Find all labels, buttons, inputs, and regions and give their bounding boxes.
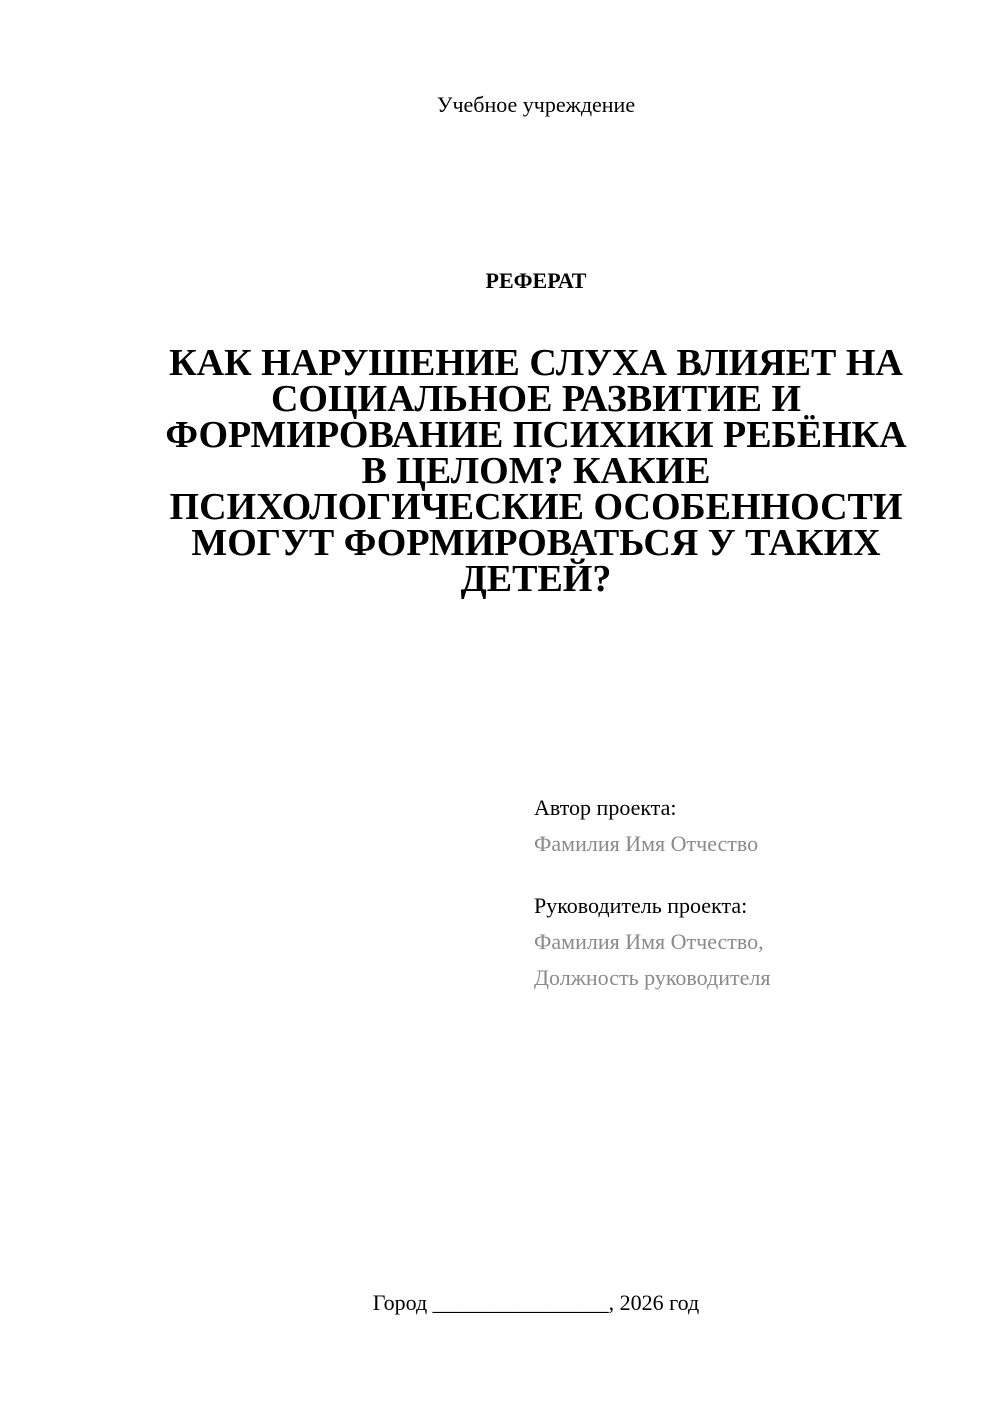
supervisor-name: Фамилия Имя Отчество, — [534, 929, 764, 954]
document-type-label: РЕФЕРАТ — [485, 268, 587, 293]
supervisor-position: Должность руководителя — [534, 965, 771, 990]
author-label: Автор проекта: — [534, 795, 677, 820]
institution-name: Учебное учреждение — [436, 92, 636, 117]
title-line: ПСИХОЛОГИЧЕСКИЕ ОСОБЕННОСТИ — [169, 486, 903, 528]
author-name: Фамилия Имя Отчество — [534, 831, 759, 856]
title-line: ФОРМИРОВАНИЕ ПСИХИКИ РЕБЁНКА — [165, 414, 907, 456]
title-line: МОГУТ ФОРМИРОВАТЬСЯ У ТАКИХ — [191, 522, 881, 564]
document-title — [150, 342, 922, 600]
title-line: ДЕТЕЙ? — [460, 558, 612, 600]
authors-spacer — [534, 862, 974, 888]
title-line: СОЦИАЛЬНОЕ РАЗВИТИЕ И — [270, 378, 802, 420]
title-line: КАК НАРУШЕНИЕ СЛУХА ВЛИЯЕТ НА — [169, 342, 903, 384]
supervisor-label: Руководитель проекта: — [534, 893, 748, 918]
city-year-line: Город ________________, 2026 год — [372, 1290, 700, 1315]
authors-block — [534, 790, 974, 996]
title-line: В ЦЕЛОМ? КАКИЕ — [361, 450, 711, 492]
